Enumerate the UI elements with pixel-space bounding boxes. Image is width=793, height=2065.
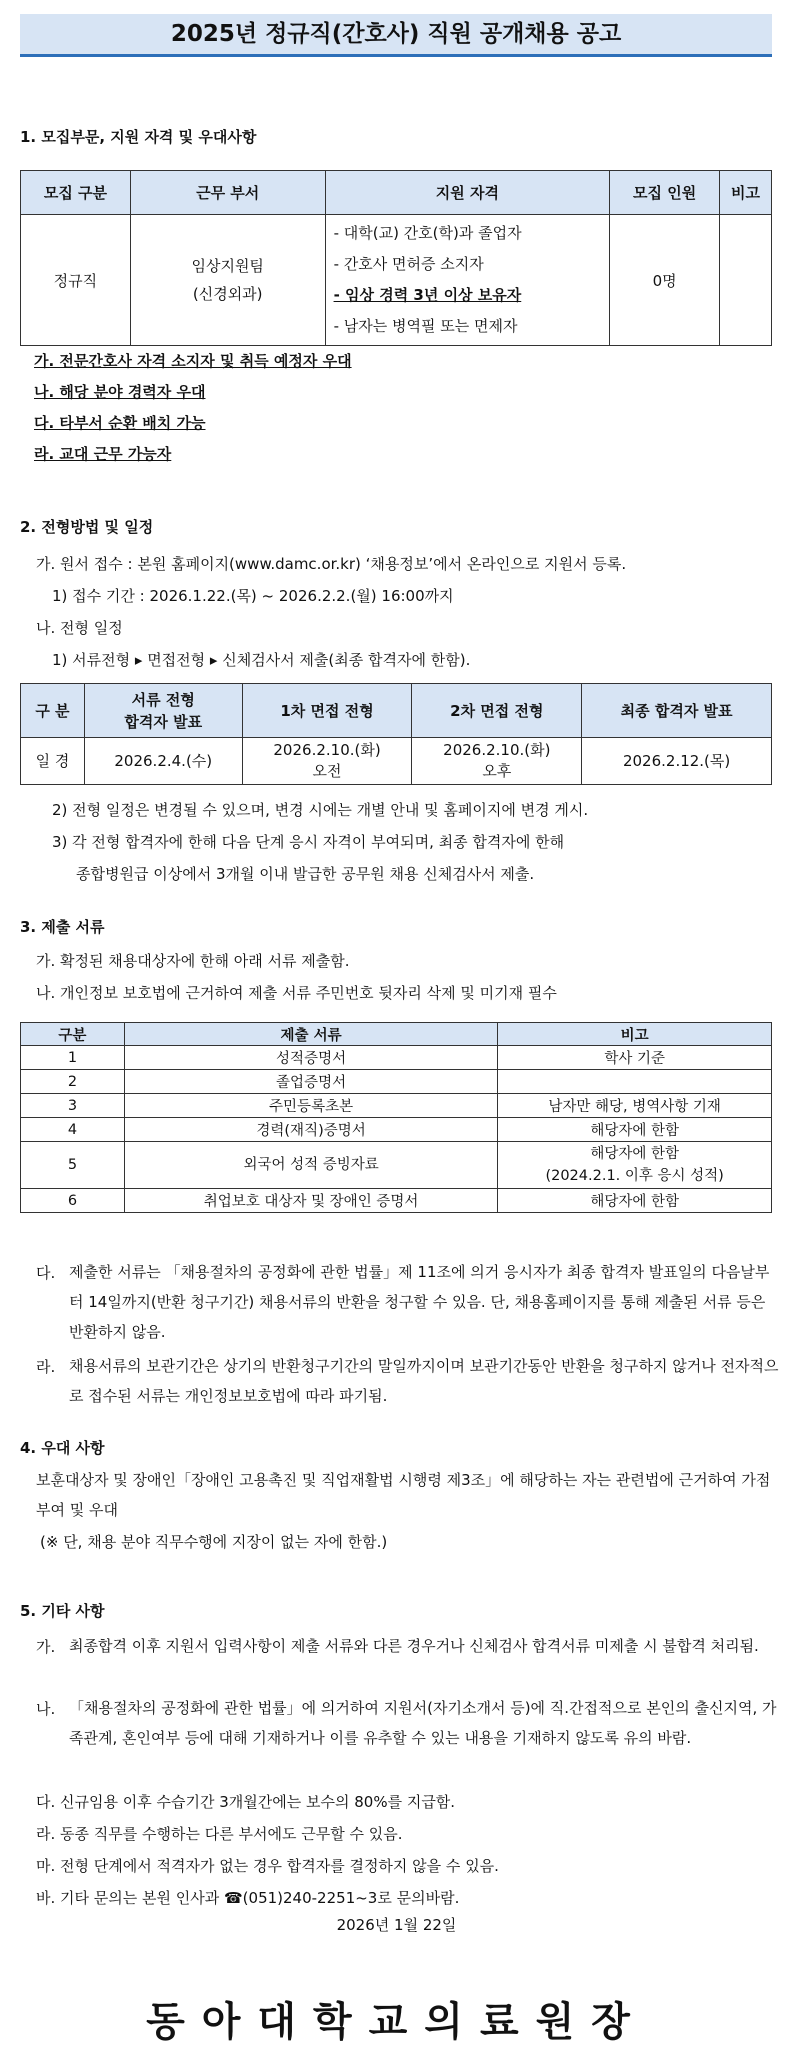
pref-item: 라. 교대 근무 가능자 xyxy=(34,445,172,463)
recruit-table-header xyxy=(21,171,772,215)
page-title: 2025년 정규직(간호사) 직원 공개채용 공고 xyxy=(20,14,772,57)
docs-note-c: 제출한 서류는 「채용절차의 공정화에 관한 법률」제 11조에 의거 응시자가 최종 합격자 발표일의 다음날부터 14일까지(반환 청구기간) 채용서류의 반환을 청구할 수 있음. 단, 채용홈페이지를 통해 제출된 서류 등은 반환하지 않음. xyxy=(69,1263,770,1341)
documents-table xyxy=(20,1022,772,1213)
cell-count: 0명 xyxy=(610,215,720,346)
qual-item-emphasis: - 임상 경력 3년 이상 보유자 xyxy=(333,286,522,304)
misc-a: 최종합격 이후 지원서 입력사항이 제출 서류와 다른 경우거나 신체검사 합격서류 미제출 시 불합격 처리됨. xyxy=(69,1637,759,1655)
issuer-name: 동아대학교의료원장 xyxy=(146,1998,647,2045)
sched-h-interview-2: 2차 면접 전형 xyxy=(412,684,582,738)
apply-method: 가. 원서 접수 : 본원 홈페이지(www.damc.or.kr) ‘채용정보’에서 온라인으로 지원서 등록. xyxy=(36,555,627,573)
sched-h-interview-1: 1차 면접 전형 xyxy=(242,684,412,738)
header-dept: 근무 부서 xyxy=(130,171,325,215)
section-5-heading: 5. 기타 사항 xyxy=(20,1602,105,1620)
misc-b-label: 나. xyxy=(36,1700,56,1718)
sched-h-doc-1: 서류 전형 xyxy=(131,690,195,709)
apply-period: 1) 접수 기간 : 2026.1.22.(목) ~ 2026.2.2.(월) 16:00까지 xyxy=(52,587,454,605)
doc-note-line-1: 해당자에 한함 xyxy=(590,1146,679,1162)
cell-type: 정규직 xyxy=(21,215,131,346)
table-row xyxy=(21,1142,772,1189)
docs-h-no: 구분 xyxy=(21,1023,125,1046)
notice-date: 2026년 1월 22일 xyxy=(336,1916,457,1934)
doc-note xyxy=(498,1070,772,1094)
section-3-heading: 3. 제출 서류 xyxy=(20,918,105,936)
cell-qualifications xyxy=(325,215,610,346)
sched-doc-date: 2026.2.4.(수) xyxy=(84,738,242,785)
sched-row-label: 일 경 xyxy=(21,738,85,785)
dept-line-2: (신경외과) xyxy=(192,285,263,303)
preference-text: 보훈대상자 및 장애인「장애인 고용촉진 및 직업재활법 시행령 제3조」에 해당하는 자는 관련법에 근거하여 가점부여 및 우대 xyxy=(36,1471,771,1519)
doc-note-line-2: (2024.2.1. 이후 응시 성적) xyxy=(545,1168,724,1184)
table-row xyxy=(21,1094,772,1118)
misc-c: 다. 신규임용 이후 수습기간 3개월간에는 보수의 80%를 지급함. xyxy=(36,1793,456,1811)
doc-name: 졸업증명서 xyxy=(124,1070,497,1094)
doc-note: 남자만 해당, 병역사항 기재 xyxy=(498,1094,772,1118)
qual-item: - 대학(교) 간호(학)과 졸업자 xyxy=(333,224,522,242)
docs-note-d: 채용서류의 보관기간은 상기의 반환청구기간의 말일까지이며 보관기간동안 반환을 청구하지 않거나 전자적으로 접수된 서류는 개인정보보호법에 따라 파기됨. xyxy=(69,1357,779,1405)
docs-note-a: 가. 확정된 채용대상자에 한해 아래 서류 제출함. xyxy=(36,952,350,970)
schedule-note-3-cont: 종합병원급 이상에서 3개월 이내 발급한 공무원 채용 신체검사서 제출. xyxy=(76,865,535,883)
misc-a-label: 가. xyxy=(36,1638,56,1656)
doc-no: 4 xyxy=(21,1118,125,1142)
sched-i1-date: 2026.2.10.(화) xyxy=(273,741,381,759)
doc-no: 6 xyxy=(21,1189,125,1213)
schedule-steps: 1) 서류전형 ▸ 면접전형 ▸ 신체검사서 제출(최종 합격자에 한함). xyxy=(52,651,471,669)
recruit-table xyxy=(20,170,772,346)
doc-note: 학사 기준 xyxy=(498,1046,772,1070)
doc-name: 취업보호 대상자 및 장애인 증명서 xyxy=(124,1189,497,1213)
preference-note: (※ 단, 채용 분야 직무수행에 지장이 없는 자에 한함.) xyxy=(40,1533,388,1551)
sched-h-final: 최종 합격자 발표 xyxy=(582,684,772,738)
misc-e: 마. 전형 단계에서 적격자가 없는 경우 합격자를 결정하지 않을 수 있음. xyxy=(36,1857,499,1875)
header-count: 모집 인원 xyxy=(610,171,720,215)
doc-name: 성적증명서 xyxy=(124,1046,497,1070)
doc-no: 2 xyxy=(21,1070,125,1094)
sched-h-label: 구 분 xyxy=(21,684,85,738)
header-type: 모집 구분 xyxy=(21,171,131,215)
section-2-heading: 2. 전형방법 및 일정 xyxy=(20,518,154,536)
doc-no: 5 xyxy=(21,1142,125,1189)
docs-note-b: 나. 개인정보 보호법에 근거하여 제출 서류 주민번호 뒷자리 삭제 및 미기재 필수 xyxy=(36,984,557,1002)
sched-interview-1-date xyxy=(242,738,412,785)
dept-line-1: 임상지원팀 xyxy=(191,257,264,275)
docs-note-d-label: 라. xyxy=(36,1358,56,1376)
doc-name: 주민등록초본 xyxy=(124,1094,497,1118)
qual-item: - 간호사 면허증 소지자 xyxy=(333,255,484,273)
header-qual: 지원 자격 xyxy=(325,171,610,215)
table-row xyxy=(21,1189,772,1213)
pref-item: 나. 해당 분야 경력자 우대 xyxy=(34,383,206,401)
table-row xyxy=(21,1070,772,1094)
schedule-table xyxy=(20,683,772,785)
sched-h-doc xyxy=(84,684,242,738)
docs-note-c-label: 다. xyxy=(36,1264,56,1282)
section-4-heading: 4. 우대 사항 xyxy=(20,1439,105,1457)
cell-dept xyxy=(130,215,325,346)
misc-f: 바. 기타 문의는 본원 인사과 ☎(051)240-2251~3로 문의바람. xyxy=(36,1889,460,1907)
cell-note xyxy=(720,215,772,346)
doc-name: 경력(재직)증명서 xyxy=(124,1118,497,1142)
recruit-table-row xyxy=(21,215,772,346)
misc-d: 라. 동종 직무를 수행하는 다른 부서에도 근무할 수 있음. xyxy=(36,1825,403,1843)
doc-note xyxy=(498,1142,772,1189)
schedule-label: 나. 전형 일정 xyxy=(36,619,123,637)
qual-item: - 남자는 병역필 또는 면제자 xyxy=(333,317,518,335)
sched-i2-time: 오후 xyxy=(482,762,512,780)
sched-i2-date: 2026.2.10.(화) xyxy=(443,741,551,759)
schedule-row xyxy=(21,738,772,785)
section-1-heading: 1. 모집부문, 지원 자격 및 우대사항 xyxy=(20,128,257,146)
table-row xyxy=(21,1118,772,1142)
doc-note: 해당자에 한함 xyxy=(498,1118,772,1142)
doc-no: 3 xyxy=(21,1094,125,1118)
schedule-note-3: 3) 각 전형 합격자에 한해 다음 단계 응시 자격이 부여되며, 최종 합격자에 한해 xyxy=(52,833,565,851)
doc-note: 해당자에 한함 xyxy=(498,1189,772,1213)
sched-i1-time: 오전 xyxy=(312,762,342,780)
documents-header xyxy=(21,1023,772,1046)
doc-no: 1 xyxy=(21,1046,125,1070)
doc-name: 외국어 성적 증빙자료 xyxy=(124,1142,497,1189)
pref-item: 가. 전문간호사 자격 소지자 및 취득 예정자 우대 xyxy=(34,352,352,370)
docs-h-note: 비고 xyxy=(498,1023,772,1046)
schedule-header xyxy=(21,684,772,738)
table-row xyxy=(21,1046,772,1070)
pref-item: 다. 타부서 순환 배치 가능 xyxy=(34,414,206,432)
misc-b: 「채용절차의 공정화에 관한 법률」에 의거하여 지원서(자기소개서 등)에 직.간접적으로 본인의 출신지역, 가족관계, 혼인여부 등에 대해 기재하거나 이를 유추할 수 있는 내용을 기재하지 않도록 유의 바람. xyxy=(69,1699,777,1747)
sched-h-doc-2: 합격자 발표 xyxy=(124,712,203,731)
docs-h-doc: 제출 서류 xyxy=(124,1023,497,1046)
sched-interview-2-date xyxy=(412,738,582,785)
header-note: 비고 xyxy=(720,171,772,215)
schedule-note-2: 2) 전형 일정은 변경될 수 있으며, 변경 시에는 개별 안내 및 홈페이지에 변경 게시. xyxy=(52,801,589,819)
sched-final-date: 2026.2.12.(목) xyxy=(582,738,772,785)
